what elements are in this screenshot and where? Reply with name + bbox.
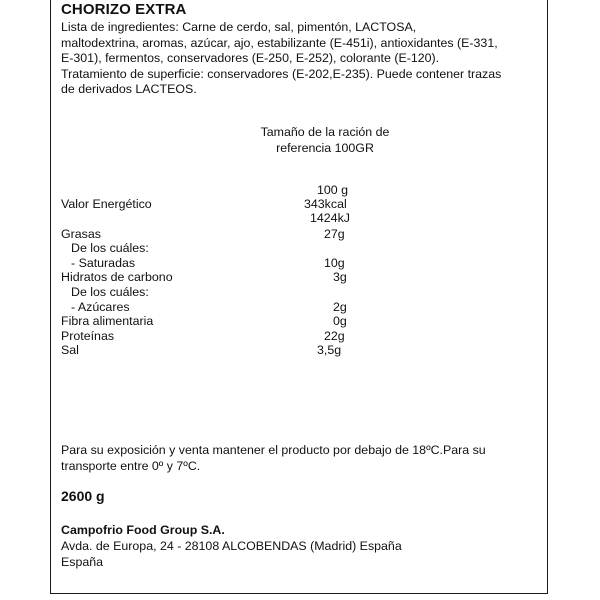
ingredients-line: E-301), fermentos, conservadores (E-250, E-252), colorante (E-120).	[61, 51, 440, 65]
nutrient-label: - Azúcares	[71, 300, 130, 314]
nutrient-label: Hidratos de carbono	[61, 270, 173, 284]
nutrient-value: 343kcal	[304, 197, 347, 211]
net-weight: 2600 g	[61, 488, 105, 504]
nutrient-value: 3g	[333, 270, 347, 284]
nutrient-label: Grasas	[61, 227, 101, 241]
ingredients-line: Tratamiento de superficie: conservadores (E-202,E-235). Puede contener trazas	[61, 66, 502, 81]
product-title: CHORIZO EXTRA	[61, 1, 187, 18]
nutrient-value: 2g	[333, 300, 347, 314]
nutrient-value: 22g	[324, 329, 345, 343]
ingredients-line: Lista de ingredientes: Carne de cerdo, sal, pimentón, LACTOSA,	[61, 20, 417, 34]
nutrient-label: Sal	[61, 343, 79, 357]
nutrient-label: - Saturadas	[71, 256, 136, 270]
ingredients-line: maltodextrina, aromas, azúcar, ajo, estabilizante (E-451i), antioxidantes (E-331,	[61, 35, 498, 50]
company-info	[61, 522, 402, 570]
nutrient-label: De los cuáles:	[71, 241, 149, 255]
nutrient-label: Proteínas	[61, 329, 115, 343]
storage-instructions	[61, 443, 486, 474]
ration-line: Tamaño de la ración de	[260, 125, 390, 139]
per-unit-header: 100 g	[317, 183, 349, 197]
nutrient-value: 10g	[324, 256, 345, 270]
storage-line: Para su exposición y venta mantener el producto por debajo de 18ºC.Para su	[61, 443, 486, 457]
ration-line: referencia 100GR	[276, 141, 374, 155]
company-address: Avda. de Europa, 24 - 28108 ALCOBENDAS (Madrid) España	[61, 539, 402, 553]
nutrient-label: De los cuáles:	[71, 285, 149, 299]
ingredients-line: de derivados LACTEOS.	[61, 82, 197, 96]
ration-heading	[200, 124, 450, 156]
ingredients-list	[61, 20, 546, 98]
nutrient-label: Valor Energético	[61, 197, 152, 211]
nutrient-value: 3,5g	[317, 343, 342, 357]
company-name: Campofrio Food Group S.A.	[61, 523, 225, 537]
nutrient-label: Fibra alimentaria	[61, 314, 154, 328]
storage-line: transporte entre 0º y 7ºC.	[61, 458, 201, 473]
nutrient-value: 1424kJ	[310, 211, 350, 225]
nutrient-value: 27g	[324, 227, 345, 241]
company-country: España	[61, 555, 104, 569]
nutrient-value: 0g	[333, 314, 347, 328]
